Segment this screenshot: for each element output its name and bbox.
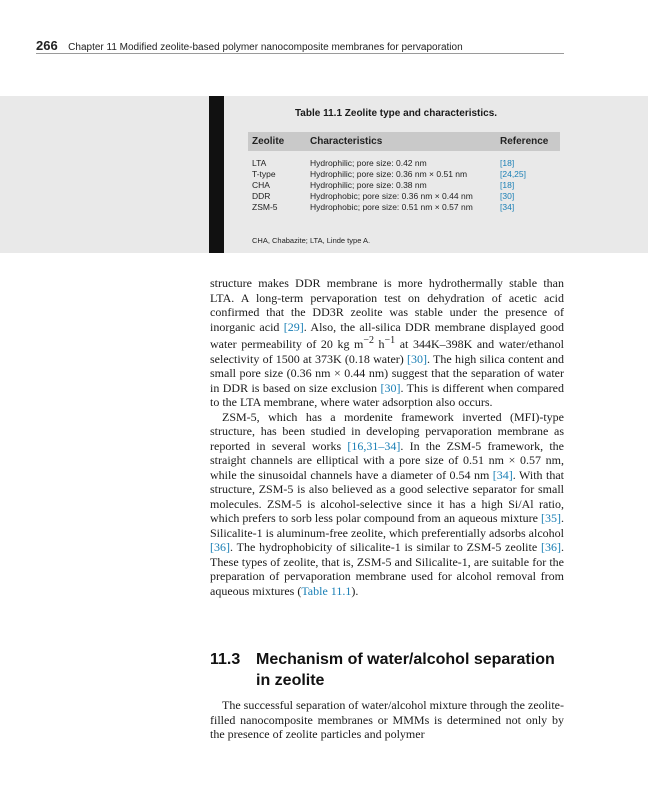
citation-link[interactable]: [35]	[541, 511, 561, 525]
section-paragraph: The successful separation of water/alcohol mixture through the zeolite-filled nanocomposite membranes or MMMs is determined not only by the presence of zeolite particles and polymer	[210, 698, 564, 741]
column-header-reference: Reference	[496, 132, 560, 151]
citation-link[interactable]: [30]	[407, 351, 428, 366]
table-row	[248, 168, 560, 179]
table-header-row	[248, 132, 560, 151]
table-side-bar	[209, 96, 224, 253]
running-header	[36, 37, 564, 54]
cell-reference-link[interactable]: [30]	[500, 190, 515, 201]
section-number: 11.3	[210, 651, 241, 668]
citation-link[interactable]: [29]	[283, 319, 304, 334]
cell-characteristics: Hydrophilic; pore size: 0.36 nm × 0.51 nm	[310, 168, 468, 179]
section-title-continued: in zeolite	[256, 672, 325, 689]
cell-reference-link[interactable]: [18]	[500, 157, 515, 168]
paragraph-zsm5: ZSM-5, which has a mordenite framework inverted (MFI)-type structure, has been studied in developing pervaporation membrane as reported in several works [16,31–34]. In the ZSM-5 framework, the straight channels are elliptical with a pore size of 0.51 nm × 0.57 nm, while the sinusoidal channels have a diameter of 0.54 nm [34]. With that structure, ZSM-5 is also believed as a good selective separator for small molecules. ZSM-5 is alcohol-selective since it has a high Si/Al ratio, which prefers to sorb less polar compound from an aqueous mixture [35]. Silicalite-1 is aluminum-free zeolite, which preferentially adsorbs alcohol [36]. The hydrophobicity of silicalite-1 is similar to ZSM-5 zeolite [36]. These types of zeolite, that is, ZSM-5 and Silicalite-1, are suitable for the preparation of pervaporation membrane used for alcohol removal from aqueous mixtures (Table 11.1).	[210, 409, 564, 598]
section-text	[210, 698, 564, 742]
table-row	[248, 151, 560, 168]
body-text	[210, 276, 564, 598]
citation-link[interactable]: [36]	[541, 540, 561, 554]
column-header-characteristics: Characteristics	[306, 132, 496, 151]
section-title: Mechanism of water/alcohol separation	[256, 651, 555, 668]
table-row	[248, 179, 560, 190]
cell-zeolite: LTA	[252, 157, 267, 168]
citation-link[interactable]: [34]	[492, 467, 513, 482]
cell-characteristics: Hydrophobic; pore size: 0.51 nm × 0.57 nm	[310, 201, 473, 212]
cell-zeolite: T-type	[252, 168, 276, 179]
cell-reference-link[interactable]: [24,25]	[500, 168, 526, 179]
zeolite-table	[248, 132, 560, 212]
table-row	[248, 190, 560, 201]
cell-zeolite: ZSM-5	[252, 201, 278, 212]
cell-zeolite: CHA	[252, 179, 270, 190]
citation-link[interactable]: [16,31–34]	[347, 438, 401, 453]
chapter-title: Chapter 11 Modified zeolite-based polymer nanocomposite membranes for pervaporation	[68, 42, 463, 53]
table-footnote: CHA, Chabazite; LTA, Linde type A.	[252, 236, 371, 245]
cell-reference-link[interactable]: [34]	[500, 201, 515, 212]
cell-zeolite: DDR	[252, 190, 271, 201]
cell-characteristics: Hydrophobic; pore size: 0.36 nm × 0.44 nm	[310, 190, 473, 201]
cell-characteristics: Hydrophilic; pore size: 0.38 nm	[310, 179, 427, 190]
table-reference-link[interactable]: Table 11.1	[301, 583, 352, 598]
page-number: 266	[36, 38, 58, 53]
cell-reference-link[interactable]: [18]	[500, 179, 515, 190]
section-title-line	[210, 649, 570, 670]
section-heading	[210, 649, 570, 691]
cell-characteristics: Hydrophilic; pore size: 0.42 nm	[310, 157, 427, 168]
paragraph-ddr: structure makes DDR membrane is more hydrothermally stable than LTA. A long-term pervaporation test on dehydration of acetic acid confirmed that the DD3R zeolite was stable under the presence of inorganic acid [29]. Also, the all-silica DDR membrane displayed good water permeability of 20 kg $m^{-2}$ $h^{-1}$ at 344K–398K and water/ethanol selectivity of 1500 at 373K (0.18 water) [30]. The high silica content and small pore size (0.36 nm × 0.44 nm) suggest that the separation of water in DDR is based on size exclusion [30]. This is different when compared to the LTA membrane, where water adsorption also occurs.	[210, 276, 564, 409]
citation-link[interactable]: [36]	[210, 540, 230, 554]
citation-link[interactable]: [30]	[380, 380, 401, 395]
column-header-zeolite: Zeolite	[248, 132, 306, 151]
table-row	[248, 201, 560, 212]
table-caption: Table 11.1 Zeolite type and characteristics.	[294, 108, 498, 119]
